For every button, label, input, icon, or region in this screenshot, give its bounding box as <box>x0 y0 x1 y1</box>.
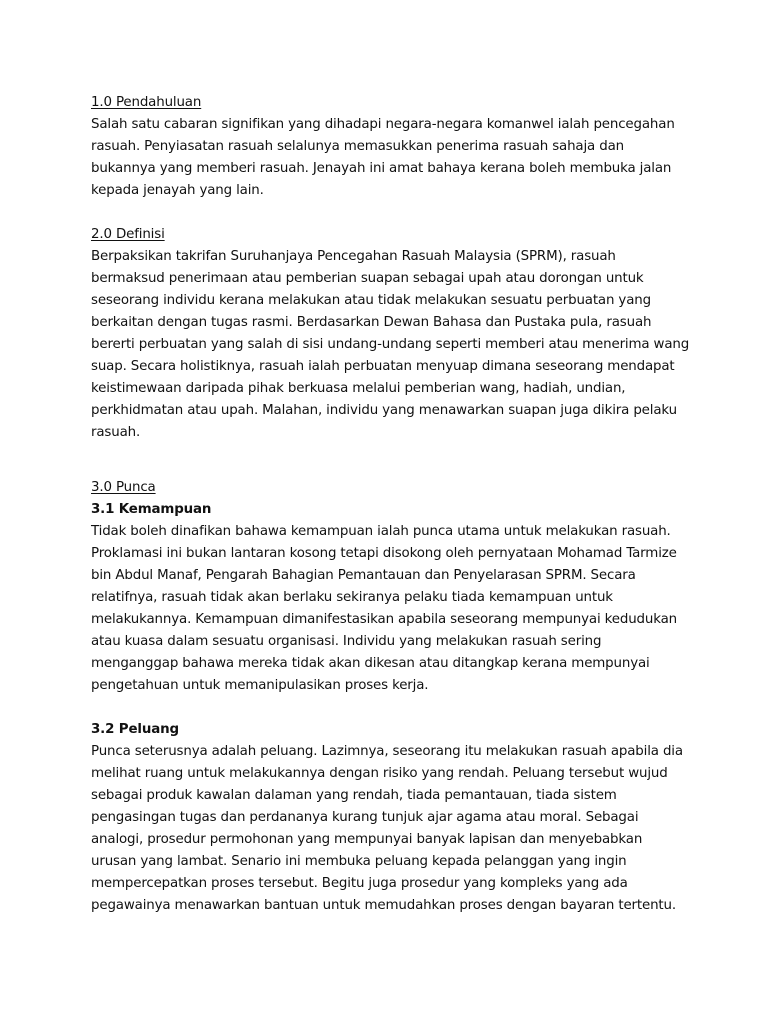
paragraph-pendahuluan: Salah satu cabaran signifikan yang dihadapi negara-negara komanwel ialah pencegahan rasuah. Penyiasatan rasuah selalunya memasukkan penerima rasuah sahaja dan bukannya yang memberi rasuah. Jenayah ini amat bahaya kerana boleh membuka jalan kepada jenayah yang lain. <box>91 117 675 198</box>
section-heading-punca: 3.0 Punca <box>91 480 156 495</box>
paragraph-peluang: Punca seterusnya adalah peluang. Lazimnya, seseorang itu melakukan rasuah apabila dia melihat ruang untuk melakukannya dengan risiko yang rendah. Peluang tersebut wujud sebagai produk kawalan dalaman yang rendah, tiada pemantauan, tiada sistem pengasingan tugas dan perdananya kurang tunjuk ajar agama atau moral. Sebagai analogi, prosedur permohonan yang mempunyai banyak lapisan dan menyebabkan urusan yang lambat. Senario ini membuka peluang kepada pelanggan yang ingin mempercepatkan proses tersebut. Begitu juga prosedur yang kompleks yang ada pegawainya menawarkan bantuan untuk memudahkan proses dengan bayaran tertentu. <box>91 744 683 913</box>
section-heading-pendahuluan: 1.0 Pendahuluan <box>91 95 202 110</box>
section-heading-definisi: 2.0 Definisi <box>91 227 165 242</box>
spacer <box>91 444 691 477</box>
document-page <box>91 92 691 917</box>
spacer <box>91 202 691 224</box>
spacer <box>91 697 691 719</box>
paragraph-definisi: Berpaksikan takrifan Suruhanjaya Pencegahan Rasuah Malaysia (SPRM), rasuah bermaksud penerimaan atau pemberian suapan sebagai upah atau dorongan untuk seseorang individu kerana melakukan atau tidak melakukan sesuatu perbuatan yang berkaitan dengan tugas rasmi. Berdasarkan Dewan Bahasa dan Pustaka pula, rasuah bererti perbuatan yang salah di sisi undang-undang seperti memberi atau menerima wang suap. Secara holistiknya, rasuah ialah perbuatan menyuap dimana seseorang mendapat keistimewaan daripada pihak berkuasa melalui pemberian wang, hadiah, undian, perkhidmatan atau upah. Malahan, individu yang menawarkan suapan juga dikira pelaku rasuah. <box>91 249 690 440</box>
paragraph-kemampuan: Tidak boleh dinafikan bahawa kemampuan ialah punca utama untuk melakukan rasuah. Proklamasi ini bukan lantaran kosong tetapi disokong oleh pernyataan Mohamad Tarmize bin Abdul Manaf, Pengarah Bahagian Pemantauan dan Penyelarasan SPRM. Secara relatifnya, rasuah tidak akan berlaku sekiranya pelaku tiada kemampuan untuk melakukannya. Kemampuan dimanifestasikan apabila seseorang mempunyai kedudukan atau kuasa dalam sesuatu organisasi. Individu yang melakukan rasuah sering menganggap bahawa mereka tidak akan dikesan atau ditangkap kerana mempunyai pengetahuan untuk memanipulasikan proses kerja. <box>91 524 677 693</box>
subheading-kemampuan: 3.1 Kemampuan <box>91 502 212 517</box>
subheading-peluang: 3.2 Peluang <box>91 722 179 737</box>
